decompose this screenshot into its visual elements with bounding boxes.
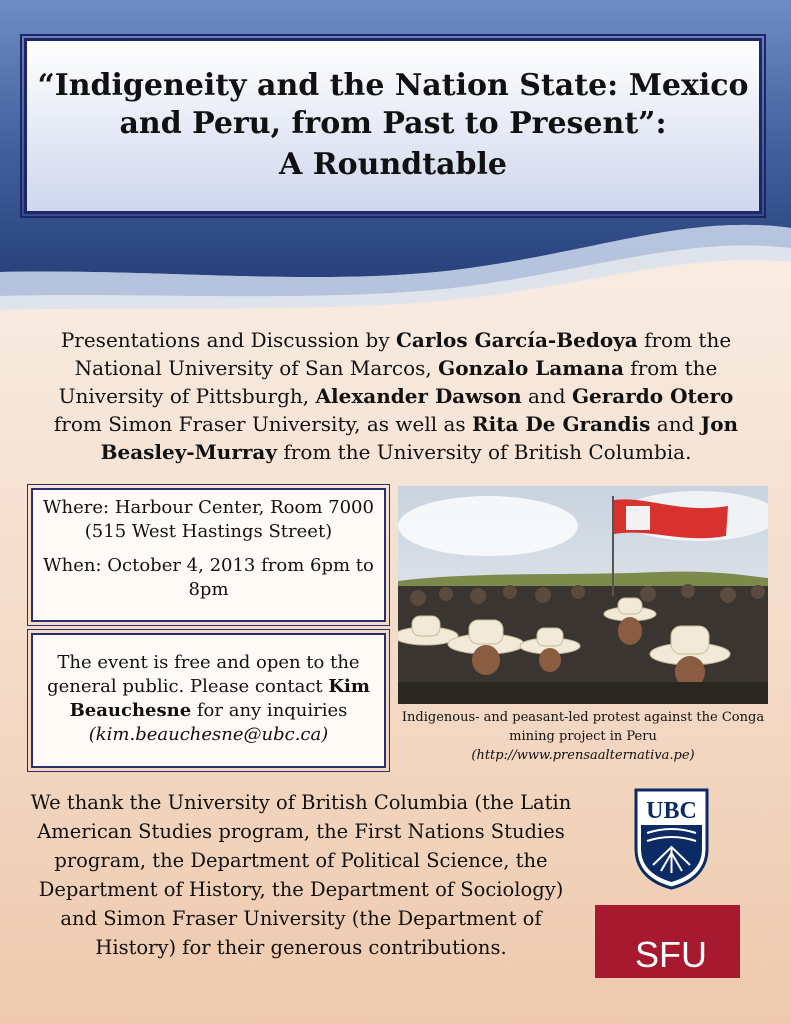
presenter-name: Alexander Dawson (315, 384, 522, 408)
sfu-logo-text: SFU (635, 934, 707, 975)
event-title-line-1: “Indigeneity and the Nation State: Mexico (37, 68, 749, 103)
event-time: When: October 4, 2013 from 6pm to 8pm (43, 555, 374, 600)
photo-caption: Indigenous- and peasant-led protest against the Conga mining project in Peru (http://www.prensaalternativa.pe) (401, 710, 765, 763)
contact-email: (kim.beauchesne@ubc.ca) (88, 724, 329, 745)
title-box (24, 38, 762, 214)
presenter-name: Gerardo Otero (571, 384, 734, 408)
ubc-logo-text: UBC (646, 798, 697, 824)
sfu-logo (595, 905, 740, 978)
event-location: Where: Harbour Center, Room 7000 (515 West Hastings Street) (43, 497, 374, 542)
presenters-paragraph: Presentations and Discussion by Carlos García-Bedoya from the National University of San Marcos, Gonzalo Lamana from the University of Pittsburgh, Alexander Dawson and Gerardo Otero from Simon Fraser University, as well as Rita De Grandis and Jon Beasley-Murray from the University of British Columbia. (53, 328, 739, 464)
event-title-line-2: and Peru, from Past to Present”: (119, 106, 667, 141)
event-subtitle: A Roundtable (278, 147, 508, 182)
event-info-box: The event is free and open to the general public. Please contact Kim Beauchesne for any inquiries (kim.beauchesne@ubc.ca) (31, 633, 386, 768)
photo-source-url: (http://www.prensaalternativa.pe) (471, 748, 695, 763)
presenter-name: Rita De Grandis (472, 412, 651, 436)
acknowledgements: We thank the University of British Columbia (the Latin American Studies program, the First Nations Studies program, the Department of Political Science, the Department of History, the Department of Sociology) and Simon Fraser University (the Department of History) for their generous contributions. (30, 791, 572, 959)
contact-name: Kim Beauchesne (69, 676, 370, 721)
presenter-name: Carlos García-Bedoya (396, 328, 638, 352)
presenter-name: Gonzalo Lamana (438, 356, 624, 380)
presenter-name: Jon Beasley-Murray (100, 412, 739, 464)
event-details-box (31, 488, 386, 622)
protest-photo (398, 486, 768, 704)
ubc-logo (633, 787, 710, 891)
